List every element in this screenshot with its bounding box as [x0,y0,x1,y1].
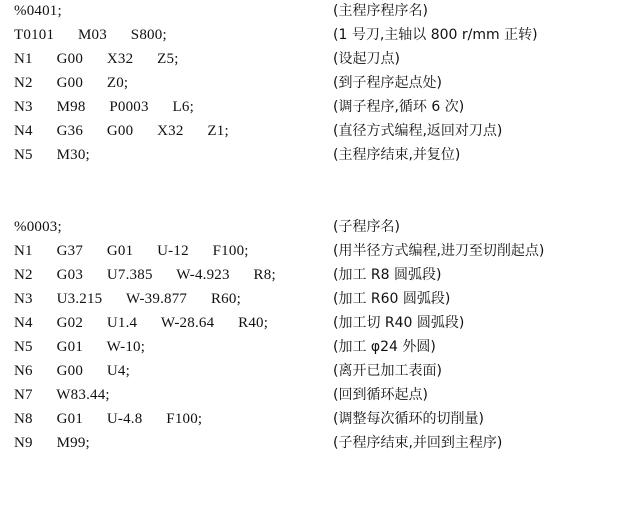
comment-text: (1 号刀,主轴以 800 r/mm 正转) [333,27,538,43]
sub-program-line [0,240,623,263]
code-text: N3 M98 P0003 L6; [14,99,194,115]
comment-text: (主程序程序名) [333,3,428,19]
comment-text: (用半径方式编程,进刀至切削起点) [333,243,545,259]
code-text: N2 G00 Z0; [14,75,129,91]
sub-program-line [0,216,623,239]
sub-program-line [0,408,623,431]
sub-program-line [0,384,623,407]
code-text: N2 G03 U7.385 W-4.923 R8; [14,267,276,283]
code-text: %0401; [14,3,62,19]
main-program-line [0,144,623,167]
comment-text: (主程序结束,并复位) [333,147,461,163]
main-program-line [0,72,623,95]
main-program-line [0,120,623,143]
comment-text: (加工切 R40 圆弧段) [333,315,465,331]
sub-program-line [0,432,623,455]
code-text: N4 G02 U1.4 W-28.64 R40; [14,315,269,331]
main-program-line [0,24,623,47]
comment-text: (直径方式编程,返回对刀点) [333,123,503,139]
sub-program-line [0,312,623,335]
code-text: %0003; [14,219,62,235]
comment-text: (加工 R60 圆弧段) [333,291,451,307]
code-text: N1 G00 X32 Z5; [14,51,179,67]
comment-text: (加工 R8 圆弧段) [333,267,442,283]
code-text: N5 G01 W-10; [14,339,146,355]
sub-program-line [0,336,623,359]
sub-program-line [0,264,623,287]
main-program-line [0,96,623,119]
comment-text: (调整每次循环的切削量) [333,411,484,427]
sub-program-line [0,288,623,311]
code-text: N5 M30; [14,147,90,163]
code-text: T0101 M03 S800; [14,27,167,43]
sub-program-line [0,360,623,383]
comment-text: (子程序结束,并回到主程序) [333,435,503,451]
comment-text: (回到循环起点) [333,387,428,403]
comment-text: (加工 φ24 外圆) [333,339,436,355]
comment-text: (离开已加工表面) [333,363,442,379]
code-text: N7 W83.44; [14,387,110,403]
comment-text: (到子程序起点处) [333,75,442,91]
code-text: N8 G01 U-4.8 F100; [14,411,203,427]
comment-text: (子程序名) [333,219,400,235]
code-text: N4 G36 G00 X32 Z1; [14,123,229,139]
main-program-line [0,48,623,71]
main-program-line [0,0,623,23]
comment-text: (调子程序,循环 6 次) [333,99,465,115]
code-text: N1 G37 G01 U-12 F100; [14,243,249,259]
comment-text: (设起刀点) [333,51,400,67]
code-text: N9 M99; [14,435,90,451]
code-text: N3 U3.215 W-39.877 R60; [14,291,241,307]
code-text: N6 G00 U4; [14,363,130,379]
